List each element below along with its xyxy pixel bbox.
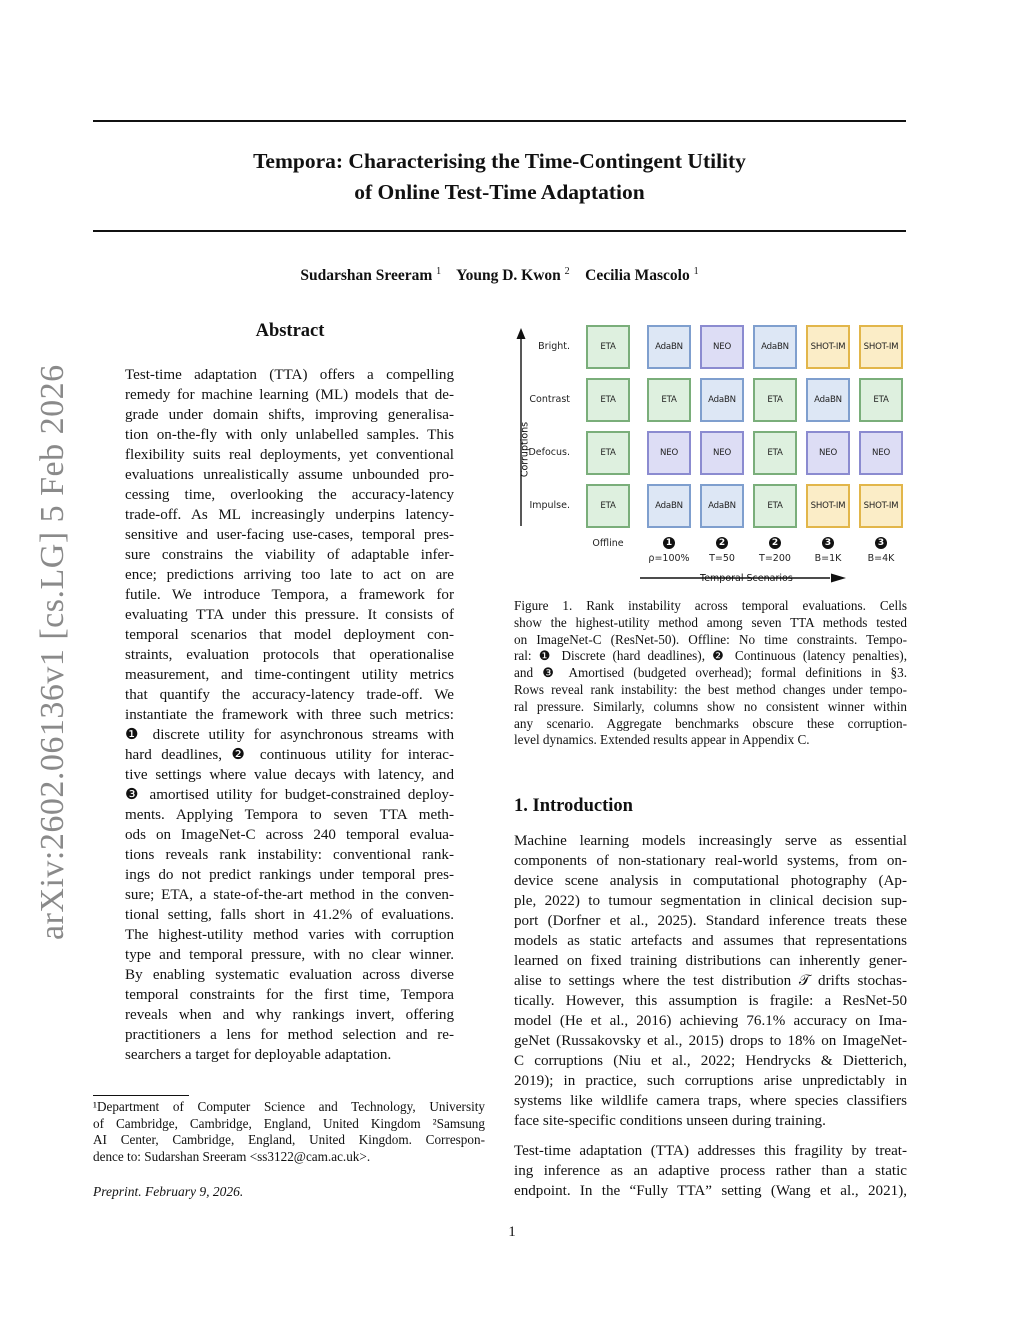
intro-line: C corruptions (Niu et al., 2022; Hendrycks & Dietterich, xyxy=(514,1053,907,1069)
grid-cell: AdaBN xyxy=(753,325,797,369)
figure-1 xyxy=(512,322,906,592)
column-label: T=50 xyxy=(709,553,735,564)
caption-line: on ImageNet-C (ResNet-50). Offline: No time constraints. Tempo- xyxy=(514,631,907,647)
footnote-line: AI Center, Cambridge, England, United Kingdom. Correspon- xyxy=(93,1132,485,1147)
column-marker xyxy=(798,537,858,549)
grid-cell: ETA xyxy=(586,484,630,528)
top-rule xyxy=(93,120,906,122)
caption-line: show the highest-utility method among seven TTA methods tested xyxy=(514,614,907,630)
grid-cell: AdaBN xyxy=(806,378,850,422)
grid-cell: AdaBN xyxy=(647,484,691,528)
grid-cell: ETA xyxy=(859,378,903,422)
caption-line: Figure 1. Rank instability across temporal evaluations. Cells xyxy=(514,598,907,613)
abstract-line: By enabling systematic evaluation across diverse xyxy=(125,967,454,983)
footnote-line: of Cambridge, Cambridge, England, United Kingdom ²Samsung xyxy=(93,1115,485,1131)
abstract-line: ❶ discrete utility for asynchronous streams with xyxy=(125,727,454,743)
abstract-line: ings do not predict rankings under temporal pres- xyxy=(125,867,454,883)
intro-line: endpoint. In the “Fully TTA” setting (Wang et al., 2021), xyxy=(514,1183,907,1199)
grid-cell: ETA xyxy=(753,484,797,528)
preprint-date: Preprint. February 9, 2026. xyxy=(93,1184,244,1199)
caption-line: Rows reveal rank instability: the best method changes under tempo- xyxy=(514,682,907,697)
abstract-line: tional setting, falls short in 41.2% of evaluations. xyxy=(125,907,454,923)
grid-cell: ETA xyxy=(586,325,630,369)
row-label: Contrast xyxy=(529,394,570,405)
grid-cell: SHOT-IM xyxy=(859,325,903,369)
abstract-line: sensitive and user-facing use-cases, temporal pres- xyxy=(125,527,454,543)
abstract-line: type and temporal pressure, with no clear winner. xyxy=(125,947,454,963)
intro-line: Test-time adaptation (TTA) addresses this fragility by treat- xyxy=(514,1143,907,1159)
column-label: B=1K xyxy=(814,553,842,564)
intro-line: device scene analysis in computational photography (Ap- xyxy=(514,873,907,889)
abstract-line: ods on ImageNet-C across 240 temporal evalua- xyxy=(125,827,454,843)
x-axis-label: Temporal Scenarios xyxy=(700,573,793,584)
intro-line: ple, 2022) to tumour segmentation in clinical decision sup- xyxy=(514,893,907,909)
intro-line: Machine learning models increasingly serve as essential xyxy=(514,833,907,849)
author-name: Cecilia Mascolo xyxy=(585,267,690,285)
grid-cell: SHOT-IM xyxy=(806,484,850,528)
grid-cell: ETA xyxy=(753,378,797,422)
row-label: Impulse. xyxy=(529,500,570,511)
abstract-line: The highest-utility method varies with corruption xyxy=(125,927,454,943)
paper-title xyxy=(93,146,906,208)
column-marker xyxy=(692,537,752,549)
intro-line: 2019); in practice, such corruptions arise unpredictably in xyxy=(514,1073,907,1089)
caption-line: level dynamics. Extended results appear in Appendix C. xyxy=(514,732,810,748)
caption-line: ral: ❶ Discrete (hard deadlines), ❷ Continuous (latency penalties), xyxy=(514,648,907,664)
abstract-line: evaluating TTA under this pressure. It consists of xyxy=(125,607,454,623)
grid-cell: NEO xyxy=(647,431,691,475)
caption-line: and ❸ Amortised (budgeted overhead); formal definitions in §3. xyxy=(514,665,907,681)
grid-cell: ETA xyxy=(647,378,691,422)
abstract-line: Test-time adaptation (TTA) offers a compelling xyxy=(125,367,454,383)
intro-line: geNet (Russakovsky et al., 2015) drops to 18% on ImageNet- xyxy=(514,1033,907,1049)
grid-cell: ETA xyxy=(586,431,630,475)
scenario-number-badge: 2 xyxy=(716,537,728,549)
intro-line: model (He et al., 2016) achieving 76.1% accuracy on Ima- xyxy=(514,1013,907,1029)
title-line-1: Tempora: Characterising the Time-Contingent Utility xyxy=(253,149,746,173)
abstract-line: flexibility suits real deployments, yet conventional xyxy=(125,447,454,463)
caption-line: any scenario. Aggregate benchmarks obscure these corruption- xyxy=(514,715,907,731)
abstract-line: ence; predictions arriving too late to act on are xyxy=(125,567,454,583)
scenario-number-badge: 2 xyxy=(769,537,781,549)
grid-cell: AdaBN xyxy=(700,378,744,422)
abstract-line: practitioners a lens for method selection and re- xyxy=(125,1027,454,1043)
y-axis-label: Corruptions xyxy=(519,421,531,478)
footnote-rule xyxy=(93,1095,189,1096)
author-name: Young D. Kwon xyxy=(456,267,561,285)
author-affiliation: 1 xyxy=(436,266,442,277)
abstract-line: instantiate the framework with three such metrics: xyxy=(125,707,454,723)
scenario-number-badge: 3 xyxy=(822,537,834,549)
column-marker xyxy=(745,537,805,549)
abstract-line: sure constrains the viability of adaptable infer- xyxy=(125,547,454,563)
intro-line: ing inference as an adaptive process rather than a static xyxy=(514,1163,907,1179)
abstract-line: cessing time, overlooking the accuracy-latency xyxy=(125,487,454,503)
scenario-number-badge: 3 xyxy=(875,537,887,549)
intro-line: learned on fixed training distributions can inherently gener- xyxy=(514,953,907,969)
intro-line: alise to settings where the test distribution 𝒯 drifts stochas- xyxy=(514,973,907,989)
author-list xyxy=(93,266,906,285)
abstract-line: tions reveals rank instability: conventional rank- xyxy=(125,847,454,863)
abstract-line: hard deadlines, ❷ continuous utility for interac- xyxy=(125,747,454,763)
intro-line: port (Dorfner et al., 2025). Standard inference treats these xyxy=(514,913,907,929)
intro-line: face site-specific conditions unseen during training. xyxy=(514,1113,826,1129)
grid-cell: AdaBN xyxy=(647,325,691,369)
intro-line: tically. However, this assumption is fragile: a ResNet-50 xyxy=(514,993,907,1009)
footnote-line: ¹Department of Computer Science and Technology, University xyxy=(93,1099,485,1114)
intro-line: components of non-stationary real-world systems, from on- xyxy=(514,853,907,869)
column-label: B=4K xyxy=(867,553,895,564)
grid-cell: SHOT-IM xyxy=(806,325,850,369)
grid-cell: ETA xyxy=(753,431,797,475)
section-heading-introduction: 1. Introduction xyxy=(514,796,633,816)
grid-cell: SHOT-IM xyxy=(859,484,903,528)
abstract-line: ❸ amortised utility for budget-constrained deploy- xyxy=(125,787,454,803)
abstract-line: straints, evaluation protocols that operationalise xyxy=(125,647,454,663)
title-line-2: of Online Test-Time Adaptation xyxy=(354,180,645,204)
abstract-line: evaluations unrealistically assume unbounded pro- xyxy=(125,467,454,483)
abstract-line: temporal constraints for the first time, Tempora xyxy=(125,987,454,1003)
abstract-line: tion on-the-fly with only unlabelled samples. This xyxy=(125,427,454,443)
abstract-line: reveals when and why rankings invert, offering xyxy=(125,1007,454,1023)
intro-line: models as static artefacts and assumes that representations xyxy=(514,933,907,949)
row-label: Defocus. xyxy=(528,447,570,458)
row-label: Bright. xyxy=(538,341,570,352)
grid-cell: NEO xyxy=(700,431,744,475)
abstract-line: searchers a target for deployable adaptation. xyxy=(125,1047,392,1063)
grid-cell: NEO xyxy=(700,325,744,369)
x-axis-arrowhead xyxy=(831,574,846,583)
abstract-heading: Abstract xyxy=(255,321,325,341)
grid-cell: AdaBN xyxy=(700,484,744,528)
abstract-line: ments. Applying Tempora to seven TTA meth- xyxy=(125,807,454,823)
column-marker xyxy=(851,537,911,549)
abstract-line: sure; ETA, a state-of-the-art method in the conven- xyxy=(125,887,454,903)
abstract-line: temporal scenarios that model deployment con- xyxy=(125,627,454,643)
column-label: Offline xyxy=(592,538,624,549)
author-name: Sudarshan Sreeram xyxy=(300,267,433,285)
grid-cell: ETA xyxy=(586,378,630,422)
abstract-line: measurement, and time-contingent utility metrics xyxy=(125,667,454,683)
intro-line: systems like wildlife camera traps, where species classifiers xyxy=(514,1093,907,1109)
abstract-line: trade-off. As ML increasingly underpins latency- xyxy=(125,507,454,523)
caption-line: ral pressure. Similarly, columns show no consistent winner within xyxy=(514,698,907,714)
author-affiliation: 2 xyxy=(564,266,570,277)
author-affiliation: 1 xyxy=(693,266,699,277)
abstract-line: tive settings where value decays with latency, and xyxy=(125,767,454,783)
column-marker xyxy=(639,537,699,549)
column-label: ρ=100% xyxy=(648,553,690,564)
grid-cell: NEO xyxy=(859,431,903,475)
column-label: T=200 xyxy=(759,553,791,564)
abstract-line: remedy for machine learning (ML) models that de- xyxy=(125,387,454,403)
abstract-line: grade under domain shifts, improving generalisa- xyxy=(125,407,454,423)
grid-cell: NEO xyxy=(806,431,850,475)
title-bottom-rule xyxy=(93,230,906,232)
footnote-line: dence to: Sudarshan Sreeram <ss3122@cam.ac.uk>. xyxy=(93,1148,371,1164)
abstract-line: futile. We introduce Tempora, a framework for xyxy=(125,587,454,603)
scenario-number-badge: 1 xyxy=(663,537,675,549)
y-axis-arrowhead xyxy=(517,328,526,339)
page-number: 1 xyxy=(508,1224,516,1240)
abstract-line: that quantify the accuracy-latency trade-off. We xyxy=(125,687,454,703)
arxiv-identifier: arXiv:2602.06136v1 [cs.LG] 5 Feb 2026 xyxy=(34,364,71,940)
